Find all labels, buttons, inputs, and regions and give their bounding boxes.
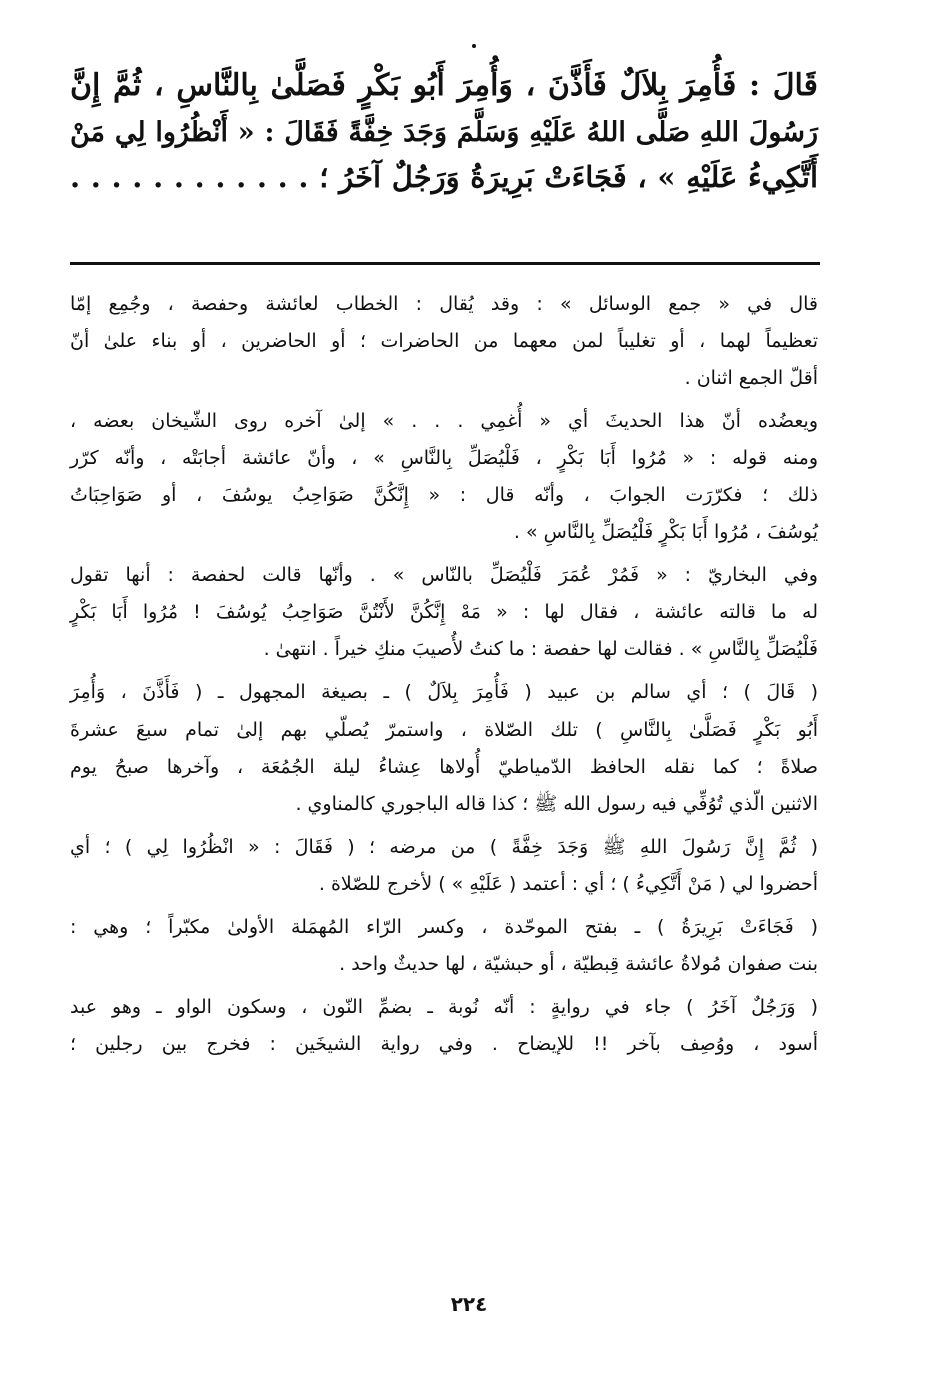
commentary-line: ذلك ؛ فكرّرَت الجوابَ ، وأنّه قال : « إِنَّكُنَّ صَوَاحِبُ يوسُفَ ، أو صَوَاحِبَاتُ: [70, 484, 818, 507]
commentary-paragraph: [70, 989, 818, 1063]
main-text-line: قَالَ : فَأُمِرَ بِلاَلٌ فَأَذَّنَ ، وَأُمِرَ أَبُو بَكْرٍ فَصَلَّىٰ بِالنَّاسِ ، ثُمَّ إِنَّ: [70, 68, 818, 103]
page-number: ٢٢٤: [450, 1292, 488, 1316]
commentary-line: ( فَجَاءَتْ بَرِيرَةُ ) ـ بفتح الموحّدة ، وكسر الرّاء المُهمَلة الأولىٰ مكبّراً ؛ وهي :: [70, 915, 818, 938]
commentary-line: له ما قالته عائشة ، فقال لها : « مَهْ إِنَّكُنَّ لأَنْتُنَّ صَوَاحِبُ يُوسُفَ ! مُرُوا أَبَا بَكْرٍ: [70, 601, 818, 624]
commentary-line: وفي البخاريّ : « فَمُرْ عُمَرَ فَلْيُصَلِّ بالنّاس » . وأنّها قالت لحفصة : أنها تقول: [70, 564, 818, 587]
main-text-line: رَسُولَ اللهِ صَلَّى اللهُ عَلَيْهِ وَسَلَّمَ وَجَدَ خِفَّةً فَقَالَ : « أَنْظُرُوا لِي مَنْ: [70, 116, 818, 148]
commentary-line: تعظيماً لهما ، أو تغليباً لمن معهما من الحاضرات ؛ أو الحاضرين ، أو بناء علىٰ أنّ: [70, 330, 818, 353]
commentary-line: صلاةً ؛ كما نقله الحافظ الدّمياطيّ أُولاها عِشاءُ ليلة الجُمُعَة ، وآخرها صبحُ يوم: [70, 755, 818, 778]
commentary-line: أحضروا لي ( مَنْ أَتَّكِيءُ ) ؛ أي : أعتمد ( عَلَيْهِ » ) لأخرج للصّلاة .: [318, 872, 818, 895]
commentary-line: يُوسُفَ ، مُرُوا أَبَا بَكْرٍ فَلْيُصَلِّ بِالنَّاسِ » .: [513, 521, 818, 544]
commentary-line: أَبُو بَكْرٍ فَصَلَّىٰ بِالنَّاسِ ) تلك الصّلاة ، واستمرّ يُصلّي بهم إلىٰ تمام سبعَ عشرةَ: [70, 718, 818, 741]
commentary-line: ( وَرَجُلٌ آخَرُ ) جاء في روايةٍ : أنّه نُوبة ـ بضمِّ النّون ، وسكون الواو ـ وهو عبد: [70, 995, 818, 1018]
commentary-line: ومنه قوله : « مُرُوا أَبَا بَكْرٍ ، فَلْيُصَلِّ بِالنَّاسِ » ، وأنّ عائشة أجابَتْه ، وأنّه كرّر: [70, 447, 818, 470]
commentary-line: أقلّ الجمع اثنان .: [684, 367, 818, 390]
commentary-paragraph: [70, 286, 818, 397]
commentary-line: الاثنين الّذي تُوُفِّي فيه رسول الله ﷺ ؛ كذا قاله الباجوري كالمناوي .: [295, 792, 818, 815]
commentary-line: ويعضُده أنّ هذا الحديثَ أي « أُغمِي . . . » إلىٰ آخره روى الشّيخان بعضه ،: [70, 410, 818, 433]
commentary-paragraph: [70, 557, 818, 668]
hadith-main-text: [70, 62, 818, 201]
separator-rule: [70, 262, 820, 265]
commentary-paragraph: [70, 674, 818, 822]
commentary-line: بنت صفوان مُولاةُ عائشة قِبطيّة ، أو حبشيّة ، لها حديثٌ واحد .: [339, 952, 818, 975]
commentary-paragraph: [70, 829, 818, 903]
commentary-line: فَلْيُصَلِّ بِالنَّاسِ » . فقالت لها حفصة : ما كنتُ لأُصيبَ منكِ خيراً . انتهىٰ .: [263, 638, 818, 661]
commentary-section: [70, 286, 818, 1069]
commentary-line: قال في « جمع الوسائل » : وقد يُقال : الخطاب لعائشة وحفصة ، وجُمِع إمّا: [70, 293, 818, 315]
ink-dot: [472, 44, 476, 48]
commentary-paragraph: [70, 909, 818, 983]
commentary-paragraph: [70, 403, 818, 551]
commentary-line: أسود ، ووُصِف بآخر !! للإيضاح . وفي رواية الشيخَين : فخرج بين رجلين ؛: [70, 1032, 818, 1055]
main-text-line: أَتَّكِيءُ عَلَيْهِ » ، فَجَاءَتْ بَرِيرَةُ وَرَجُلٌ آخَرُ ؛ . . . . . . . . . . . .: [70, 160, 818, 195]
commentary-line: ( ثُمَّ إِنَّ رَسُولَ اللهِ ﷺ وَجَدَ خِفَّةً ) من مرضه ؛ ( فَقَالَ : « انْظُرُوا لِي ) ؛ أي: [70, 835, 818, 858]
commentary-line: ( قَالَ ) ؛ أي سالم بن عبيد ( فَأُمِرَ بِلاَلٌ ) ـ بصيغة المجهول ـ ( فَأَذَّنَ ، وَأُمِرَ: [70, 681, 818, 704]
